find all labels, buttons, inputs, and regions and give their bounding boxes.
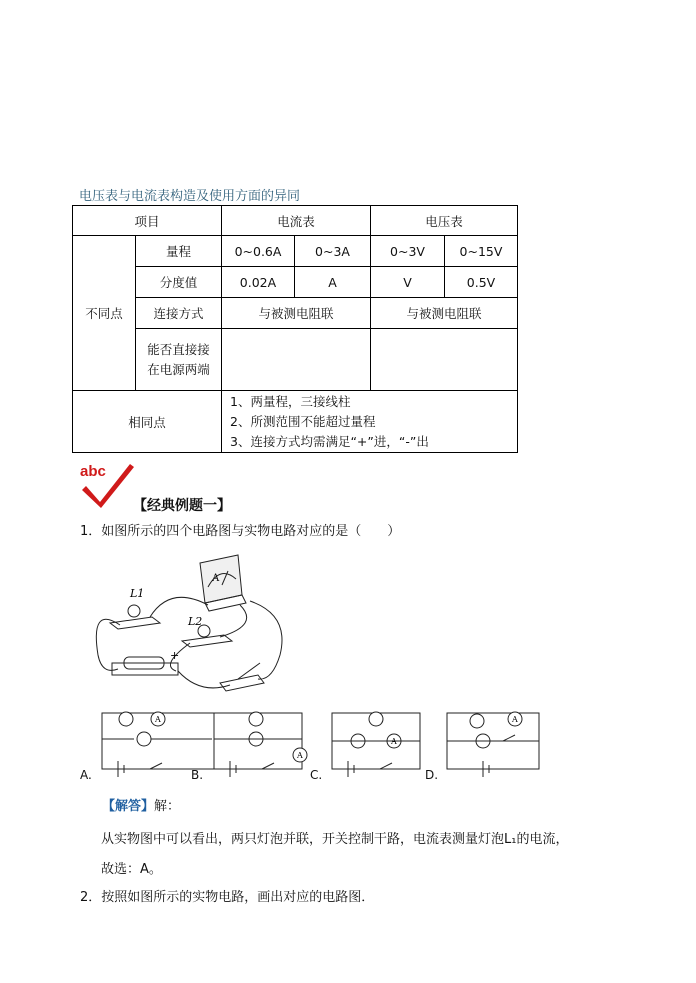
cell [222,329,371,391]
cell [371,329,518,391]
cell: 0~15V [445,236,518,267]
logo-text: abc [80,463,106,480]
cell: 与被测电阻联 [222,298,371,329]
plus-label: + [170,649,180,662]
answer-tag-suffix: 解： [154,799,181,814]
same-label: 相同点 [73,391,222,453]
question-1: 1．如图所示的四个电路图与实物电路对应的是（ ） [80,524,401,539]
abc-check-logo [78,458,138,508]
header-ammeter: 电流表 [222,206,371,236]
ammeter-symbol: A [155,715,161,724]
row-label: 量程 [136,236,222,267]
option-a-label: A. [80,768,92,782]
option-d-diagram [445,711,565,781]
answer-line-1: 从实物图中可以看出，两只灯泡并联，开关控制干路，电流表测量灯泡L₁的电流， [101,832,569,847]
option-d-label: D. [425,768,439,782]
cell: A [295,267,371,298]
comparison-table [72,205,518,453]
same-items [222,391,518,453]
physical-circuit-image [90,545,290,695]
cell: 0.5V [445,267,518,298]
cell: V [371,267,445,298]
cell: 0.02A [222,267,295,298]
cell: 与被测电阻联 [371,298,518,329]
l1-label: L1 [130,587,145,600]
option-c-label: C. [310,768,323,782]
l2-label: L2 [188,615,203,628]
diff-label: 不同点 [73,236,136,391]
cell: 0~3V [371,236,445,267]
row-label: 能否直接接在电源两端 [136,329,222,391]
answer-tag: 【解答】 [102,799,155,814]
same-item: 2、所测范围不能超过量程 [230,413,376,429]
same-item: 1、两量程，三接线柱 [230,393,351,409]
same-item: 3、连接方式均需满足“+”进，“-”出 [230,433,429,449]
section-title: 电压表与电流表构造及使用方面的异同 [79,189,301,204]
header-voltmeter: 电压表 [371,206,518,236]
row-label: 连接方式 [136,298,222,329]
option-b-label: B. [191,768,204,782]
ammeter-label: A [212,573,220,584]
cell: 0~0.6A [222,236,295,267]
header-item: 项目 [73,206,222,236]
ammeter-symbol: A [512,715,518,724]
question-2: 2．按照如图所示的实物电路，画出对应的电路图． [80,890,375,905]
answer-line-2: 故选：A。 [101,862,162,877]
row-label: 分度值 [136,267,222,298]
example-title: 【经典例题一】 [133,498,231,514]
ammeter-symbol: A [297,751,303,760]
cell: 0~3A [295,236,371,267]
ammeter-symbol: A [391,737,397,746]
answer-tag-line [102,795,180,814]
